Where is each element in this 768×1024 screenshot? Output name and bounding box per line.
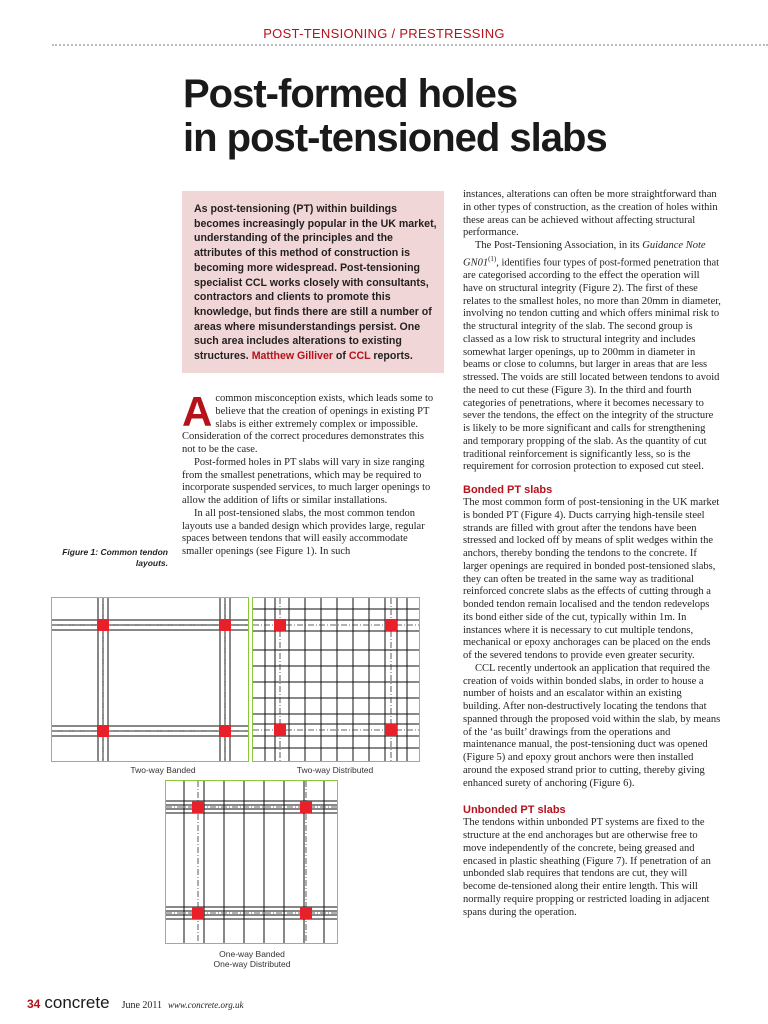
standfirst-box	[182, 191, 444, 373]
two-way-banded-diagram	[52, 598, 248, 761]
author-of: of	[335, 350, 346, 363]
drop-cap: A	[182, 388, 213, 435]
article-title	[183, 72, 607, 160]
figure-two-way-distributed	[252, 597, 420, 762]
reference-1: (1)	[488, 254, 497, 263]
section-header: POST-TENSIONING / PRESTRESSING	[263, 26, 505, 41]
figure-label-two-way-banded: Two-way Banded	[130, 765, 196, 775]
p2-text-b: , identifies four types of post-formed penetration that are categorised according to the effect the operation will have on structural integrity (Figure 2). The first of these relates to the smallest holes, no more than 20mm in diameter, involving no tendon cutting and which offers minimal risk to the structural integrity of the slab. The second group is classed as a low risk to structural integrity and includes somewhat larger openings, up to 200mm in diameter in beams or close to columns, but larger in areas that are less stressed. The voids are still located between tendons to avoid the need to cut these (Figure 3). In the third and fourth categories of penetrations, where it becomes necessary to sever the tendons, the effect on the integrity of the structure is likely to be more significant and calls for strengthening and temporary propping of the slab. As the quantity of cut traditional reinforcement is significantly less, so is the requirement for corrosion protection to exposed cut steel.	[463, 257, 721, 473]
figure-one-way	[165, 780, 338, 944]
magazine-name: concrete	[44, 993, 110, 1012]
figure-label-one-way-banded: One-way Banded	[219, 949, 285, 959]
issue-date: June 2011	[121, 1000, 163, 1011]
left-column	[182, 388, 434, 559]
right-paragraph-2	[463, 240, 721, 474]
heading-unbonded: Unbonded PT slabs	[463, 804, 566, 817]
figure-caption: Figure 1: Common tendon layouts.	[62, 547, 168, 568]
left-paragraph-1	[182, 388, 434, 457]
left-paragraph-3: In all post-tensioned slabs, the most common tendon layouts use a banded design which provides large, regular spaces between tendons that will easily accommodate smaller openings (see Figure 1). In such	[182, 507, 425, 557]
standfirst-text: As post-tensioning (PT) within buildings becomes increasingly popular in the UK market, understanding of the principles and the attributes of this method of construction is becoming more widespread. Post-tensioning specialist CCL works closely with consultants, contractors and clients to promote this knowledge, but finds there are still a number of areas where misunderstandings persist. One such area includes alterations to existing structures.	[194, 203, 437, 363]
figure-label-two-way-distributed: Two-way Distributed	[296, 765, 374, 775]
author-name: Matthew Gilliver	[251, 350, 333, 363]
column-markers	[192, 801, 312, 919]
page-number: 34	[27, 997, 41, 1011]
dotted-divider	[52, 44, 768, 46]
right-paragraph-4: CCL recently undertook an application that required the creation of voids within bonded slabs, in order to house a number of hoists and an escalator within an existing building. After non-destructively locating the tendons that spanned through the proposed void within the slab, by means of the ‘as built’ drawings from the operations and maintenance manual, the post-tensioning duct was opened (Figure 5) and epoxy grout anchors were then installed around the exposed strand prior to cutting, thereby giving enhanced surety of anchoring (Figure 6).	[463, 662, 721, 789]
website-url: www.concrete.org.uk	[168, 1000, 244, 1010]
one-way-diagram	[166, 781, 337, 943]
two-way-distributed-diagram	[253, 598, 419, 761]
heading-bonded: Bonded PT slabs	[463, 484, 553, 496]
column-markers	[274, 619, 397, 736]
guidance-note-title: Guidance Note GN01	[463, 240, 706, 269]
figure-label-one-way-distributed: One-way Distributed	[213, 959, 291, 969]
title-line-1: Post-formed holes	[183, 72, 518, 116]
left-paragraph-2: Post-formed holes in PT slabs will vary in size ranging from the smallest penetrations, which may be required to incorporate suspended services, to much larger openings to allow the addition of lifts or similar installations.	[182, 456, 431, 506]
figure-two-way-banded	[51, 597, 249, 762]
page-footer	[27, 993, 243, 1013]
column-markers	[97, 619, 231, 737]
title-line-2: in post-tensioned slabs	[183, 116, 607, 160]
p2-text-a: The Post-Tensioning Association, in its	[475, 240, 643, 251]
figure-label-one-way	[193, 949, 311, 969]
left-paragraph-1-text: common misconception exists, which leads some to believe that the creation of openings in existing PT slabs is either extremely complex or impossible. Consideration of the correct procedures demonstrates this not to be the case.	[182, 393, 434, 455]
right-paragraph-3: The most common form of post-tensioning in the UK market is bonded PT (Figure 4). Ducts carrying high-tensile steel strands are filled with grout after the tendons have been stressed and locked off by means of split wedges within the anchors, thereby bonding the tendons to the concrete. If larger openings are required in bonded post-tensioned slabs, they can often be treated in the same way as traditional reinforced concrete slabs as the effects of cutting through a bonded tendon remain localised and the tendon redevelops its bond either side of the cut, typically within 1m. In instances where it is necessary to cut multiple tendons, mechanical or epoxy anchorages can be placed on the ends of the severed tendons to provide even greater security.	[463, 497, 720, 661]
right-paragraph-5: The tendons within unbonded PT systems are fixed to the structure at the end anchorages but are otherwise free to move independently of the concrete, being greased and encased in plastic sheathing (Figure 7). If penetration of an unbonded slab requires that tendons are cut, they will become de-tensioned along their entire length. This will normally require propping or restricted loading in adjacent spans during the operation.	[463, 817, 711, 918]
author-company: CCL	[348, 350, 371, 363]
right-column	[463, 189, 721, 919]
right-paragraph-1: instances, alterations can often be more straightforward than in other types of construction, as the creation of holes within these areas can be achieved without affecting structural performance.	[463, 189, 718, 239]
author-reports: reports.	[373, 350, 413, 363]
